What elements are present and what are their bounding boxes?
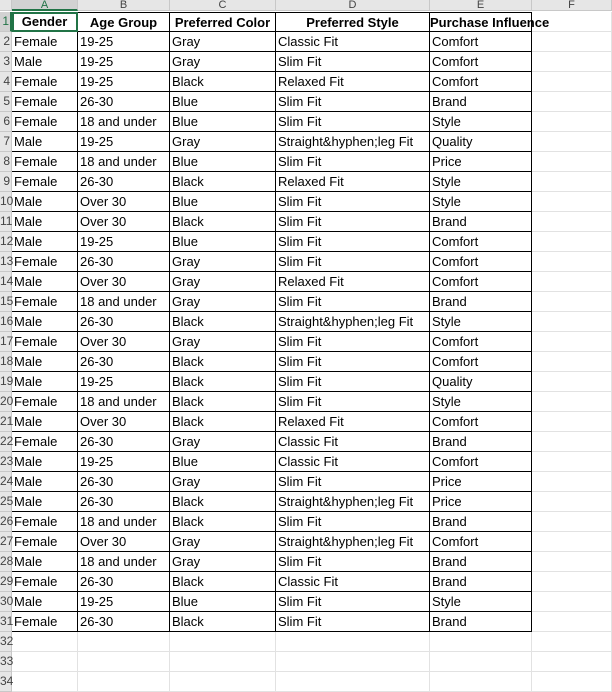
data-cell[interactable]: Style [430, 192, 532, 212]
data-cell[interactable]: 26-30 [78, 352, 170, 372]
empty-cell[interactable] [532, 672, 612, 692]
data-cell[interactable]: Male [12, 272, 78, 292]
empty-cell[interactable] [532, 72, 612, 92]
data-cell[interactable]: Relaxed Fit [276, 72, 430, 92]
data-cell[interactable]: 19-25 [78, 452, 170, 472]
row-header-16[interactable]: 16 [0, 312, 12, 332]
data-cell[interactable]: Comfort [430, 452, 532, 472]
select-all-corner[interactable] [0, 0, 12, 11]
cell-f1[interactable] [532, 12, 612, 32]
data-cell[interactable]: 26-30 [78, 92, 170, 112]
data-cell[interactable]: Female [12, 92, 78, 112]
data-cell[interactable]: Female [12, 152, 78, 172]
empty-cell[interactable] [532, 432, 612, 452]
empty-cell[interactable] [532, 132, 612, 152]
row-header-15[interactable]: 15 [0, 292, 12, 312]
empty-cell[interactable] [532, 152, 612, 172]
data-cell[interactable]: Slim Fit [276, 552, 430, 572]
header-cell-b[interactable]: Age Group [78, 12, 170, 32]
data-cell[interactable]: Male [12, 352, 78, 372]
data-cell[interactable]: Straight&hyphen;leg Fit [276, 312, 430, 332]
data-cell[interactable]: Gray [170, 252, 276, 272]
column-header-a[interactable]: A [12, 0, 78, 11]
data-cell[interactable]: Male [12, 552, 78, 572]
data-cell[interactable]: 26-30 [78, 252, 170, 272]
row-header-21[interactable]: 21 [0, 412, 12, 432]
data-cell[interactable]: Male [12, 592, 78, 612]
row-header-32[interactable]: 32 [0, 632, 12, 652]
data-cell[interactable]: Slim Fit [276, 92, 430, 112]
empty-cell[interactable] [532, 52, 612, 72]
column-header-e[interactable]: E [430, 0, 532, 11]
data-cell[interactable]: Gray [170, 132, 276, 152]
row-header-18[interactable]: 18 [0, 352, 12, 372]
data-cell[interactable]: Black [170, 212, 276, 232]
data-cell[interactable]: Slim Fit [276, 192, 430, 212]
row-header-34[interactable]: 34 [0, 672, 12, 692]
row-header-27[interactable]: 27 [0, 532, 12, 552]
data-cell[interactable]: Black [170, 492, 276, 512]
data-cell[interactable]: Female [12, 32, 78, 52]
empty-cell[interactable] [532, 312, 612, 332]
empty-cell[interactable] [532, 112, 612, 132]
row-header-1[interactable]: 1 [0, 12, 12, 32]
data-cell[interactable]: Female [12, 432, 78, 452]
header-cell-a[interactable]: Gender [12, 12, 78, 32]
header-cell-c[interactable]: Preferred Color [170, 12, 276, 32]
data-cell[interactable]: Style [430, 112, 532, 132]
data-cell[interactable]: Comfort [430, 352, 532, 372]
header-cell-d[interactable]: Preferred Style [276, 12, 430, 32]
empty-cell[interactable] [532, 232, 612, 252]
data-cell[interactable]: Female [12, 72, 78, 92]
data-cell[interactable]: 19-25 [78, 52, 170, 72]
data-cell[interactable]: Gray [170, 292, 276, 312]
data-cell[interactable]: 19-25 [78, 592, 170, 612]
data-cell[interactable]: Black [170, 612, 276, 632]
data-cell[interactable]: 26-30 [78, 172, 170, 192]
column-header-c[interactable]: C [170, 0, 276, 11]
data-cell[interactable]: Female [12, 572, 78, 592]
row-header-2[interactable]: 2 [0, 32, 12, 52]
empty-cell[interactable] [532, 272, 612, 292]
data-cell[interactable]: Female [12, 392, 78, 412]
row-header-9[interactable]: 9 [0, 172, 12, 192]
row-header-3[interactable]: 3 [0, 52, 12, 72]
data-cell[interactable]: Slim Fit [276, 372, 430, 392]
data-cell[interactable]: Black [170, 352, 276, 372]
row-header-5[interactable]: 5 [0, 92, 12, 112]
data-cell[interactable]: Style [430, 592, 532, 612]
data-cell[interactable]: Over 30 [78, 532, 170, 552]
data-cell[interactable]: Slim Fit [276, 612, 430, 632]
data-cell[interactable]: Gray [170, 332, 276, 352]
data-cell[interactable]: Blue [170, 452, 276, 472]
data-cell[interactable]: 18 and under [78, 152, 170, 172]
data-cell[interactable]: Comfort [430, 52, 532, 72]
empty-cell[interactable] [12, 632, 78, 652]
data-cell[interactable]: Male [12, 192, 78, 212]
empty-cell[interactable] [532, 452, 612, 472]
empty-cell[interactable] [170, 632, 276, 652]
row-header-24[interactable]: 24 [0, 472, 12, 492]
data-cell[interactable]: Female [12, 252, 78, 272]
data-cell[interactable]: Black [170, 172, 276, 192]
data-cell[interactable]: 26-30 [78, 612, 170, 632]
data-cell[interactable]: 18 and under [78, 552, 170, 572]
row-header-31[interactable]: 31 [0, 612, 12, 632]
empty-cell[interactable] [532, 192, 612, 212]
data-cell[interactable]: Brand [430, 212, 532, 232]
empty-cell[interactable] [430, 632, 532, 652]
data-cell[interactable]: Male [12, 372, 78, 392]
data-cell[interactable]: Comfort [430, 332, 532, 352]
data-cell[interactable]: Relaxed Fit [276, 412, 430, 432]
empty-cell[interactable] [430, 652, 532, 672]
data-cell[interactable]: Brand [430, 552, 532, 572]
data-cell[interactable]: Relaxed Fit [276, 172, 430, 192]
data-cell[interactable]: Slim Fit [276, 252, 430, 272]
row-header-33[interactable]: 33 [0, 652, 12, 672]
data-cell[interactable]: Style [430, 172, 532, 192]
data-cell[interactable]: Slim Fit [276, 472, 430, 492]
data-cell[interactable]: Classic Fit [276, 432, 430, 452]
data-cell[interactable]: 26-30 [78, 472, 170, 492]
empty-cell[interactable] [532, 572, 612, 592]
data-cell[interactable]: Brand [430, 572, 532, 592]
data-cell[interactable]: Gray [170, 32, 276, 52]
data-cell[interactable]: Slim Fit [276, 592, 430, 612]
empty-cell[interactable] [78, 672, 170, 692]
row-header-25[interactable]: 25 [0, 492, 12, 512]
data-cell[interactable]: Blue [170, 592, 276, 612]
data-cell[interactable]: Slim Fit [276, 232, 430, 252]
data-cell[interactable]: Gray [170, 532, 276, 552]
data-cell[interactable]: 18 and under [78, 112, 170, 132]
data-cell[interactable]: Style [430, 392, 532, 412]
data-cell[interactable]: Brand [430, 612, 532, 632]
data-cell[interactable]: Over 30 [78, 412, 170, 432]
data-cell[interactable]: Slim Fit [276, 352, 430, 372]
data-cell[interactable]: Slim Fit [276, 112, 430, 132]
data-cell[interactable]: Black [170, 392, 276, 412]
data-cell[interactable]: 19-25 [78, 32, 170, 52]
data-cell[interactable]: Comfort [430, 272, 532, 292]
data-cell[interactable]: Price [430, 472, 532, 492]
data-cell[interactable]: Quality [430, 132, 532, 152]
data-cell[interactable]: Blue [170, 92, 276, 112]
data-cell[interactable]: Male [12, 412, 78, 432]
data-cell[interactable]: Female [12, 292, 78, 312]
empty-cell[interactable] [532, 552, 612, 572]
data-cell[interactable]: Female [12, 172, 78, 192]
data-cell[interactable]: Brand [430, 92, 532, 112]
data-cell[interactable]: Comfort [430, 532, 532, 552]
row-header-4[interactable]: 4 [0, 72, 12, 92]
data-cell[interactable]: Comfort [430, 252, 532, 272]
data-cell[interactable]: Gray [170, 52, 276, 72]
empty-cell[interactable] [12, 672, 78, 692]
data-cell[interactable]: Male [12, 472, 78, 492]
row-header-10[interactable]: 10 [0, 192, 12, 212]
empty-cell[interactable] [532, 332, 612, 352]
data-cell[interactable]: Slim Fit [276, 212, 430, 232]
data-cell[interactable]: Over 30 [78, 192, 170, 212]
data-cell[interactable]: Price [430, 492, 532, 512]
data-cell[interactable]: Blue [170, 192, 276, 212]
data-cell[interactable]: Slim Fit [276, 292, 430, 312]
data-cell[interactable]: Female [12, 612, 78, 632]
data-cell[interactable]: Blue [170, 232, 276, 252]
data-cell[interactable]: 18 and under [78, 392, 170, 412]
data-cell[interactable]: Male [12, 452, 78, 472]
data-cell[interactable]: Classic Fit [276, 32, 430, 52]
data-cell[interactable]: Slim Fit [276, 512, 430, 532]
data-cell[interactable]: 26-30 [78, 572, 170, 592]
data-cell[interactable]: 19-25 [78, 232, 170, 252]
data-cell[interactable]: Comfort [430, 32, 532, 52]
row-header-26[interactable]: 26 [0, 512, 12, 532]
data-cell[interactable]: Female [12, 112, 78, 132]
row-header-22[interactable]: 22 [0, 432, 12, 452]
data-cell[interactable]: Over 30 [78, 332, 170, 352]
data-cell[interactable]: 19-25 [78, 372, 170, 392]
data-cell[interactable]: Blue [170, 152, 276, 172]
empty-cell[interactable] [78, 652, 170, 672]
data-cell[interactable]: 26-30 [78, 312, 170, 332]
column-header-f[interactable]: F [532, 0, 612, 11]
empty-cell[interactable] [532, 212, 612, 232]
empty-cell[interactable] [532, 612, 612, 632]
data-cell[interactable]: Slim Fit [276, 152, 430, 172]
data-cell[interactable]: Gray [170, 552, 276, 572]
data-cell[interactable]: 26-30 [78, 492, 170, 512]
data-cell[interactable]: Brand [430, 432, 532, 452]
empty-cell[interactable] [532, 352, 612, 372]
row-header-30[interactable]: 30 [0, 592, 12, 612]
empty-cell[interactable] [170, 652, 276, 672]
row-header-13[interactable]: 13 [0, 252, 12, 272]
data-cell[interactable]: Comfort [430, 412, 532, 432]
row-header-8[interactable]: 8 [0, 152, 12, 172]
data-cell[interactable]: Slim Fit [276, 392, 430, 412]
data-cell[interactable]: Brand [430, 512, 532, 532]
data-cell[interactable]: Female [12, 532, 78, 552]
row-header-14[interactable]: 14 [0, 272, 12, 292]
data-cell[interactable]: Black [170, 572, 276, 592]
data-cell[interactable]: Classic Fit [276, 572, 430, 592]
empty-cell[interactable] [170, 672, 276, 692]
data-cell[interactable]: Over 30 [78, 272, 170, 292]
row-header-19[interactable]: 19 [0, 372, 12, 392]
empty-cell[interactable] [532, 372, 612, 392]
data-cell[interactable]: Style [430, 312, 532, 332]
empty-cell[interactable] [532, 392, 612, 412]
empty-cell[interactable] [276, 632, 430, 652]
data-cell[interactable]: Gray [170, 472, 276, 492]
data-cell[interactable]: Black [170, 312, 276, 332]
empty-cell[interactable] [532, 32, 612, 52]
empty-cell[interactable] [532, 532, 612, 552]
row-header-23[interactable]: 23 [0, 452, 12, 472]
empty-cell[interactable] [532, 472, 612, 492]
row-header-17[interactable]: 17 [0, 332, 12, 352]
data-cell[interactable]: 18 and under [78, 292, 170, 312]
data-cell[interactable]: 19-25 [78, 72, 170, 92]
column-header-d[interactable]: D [276, 0, 430, 11]
empty-cell[interactable] [430, 672, 532, 692]
data-cell[interactable]: Black [170, 372, 276, 392]
data-cell[interactable]: Black [170, 412, 276, 432]
empty-cell[interactable] [532, 512, 612, 532]
empty-cell[interactable] [532, 592, 612, 612]
data-cell[interactable]: Blue [170, 112, 276, 132]
empty-cell[interactable] [532, 252, 612, 272]
data-cell[interactable]: Classic Fit [276, 452, 430, 472]
data-cell[interactable]: Male [12, 492, 78, 512]
data-cell[interactable]: Slim Fit [276, 332, 430, 352]
empty-cell[interactable] [276, 672, 430, 692]
empty-cell[interactable] [276, 652, 430, 672]
header-cell-e[interactable]: Purchase Influence [430, 12, 532, 32]
empty-cell[interactable] [532, 652, 612, 672]
row-header-20[interactable]: 20 [0, 392, 12, 412]
row-header-12[interactable]: 12 [0, 232, 12, 252]
data-cell[interactable]: Male [12, 52, 78, 72]
data-cell[interactable]: Black [170, 512, 276, 532]
data-cell[interactable]: Relaxed Fit [276, 272, 430, 292]
data-cell[interactable]: 26-30 [78, 432, 170, 452]
row-header-11[interactable]: 11 [0, 212, 12, 232]
data-cell[interactable]: Male [12, 132, 78, 152]
data-cell[interactable]: 19-25 [78, 132, 170, 152]
data-cell[interactable]: Slim Fit [276, 52, 430, 72]
data-cell[interactable]: Gray [170, 432, 276, 452]
data-cell[interactable]: Female [12, 332, 78, 352]
data-cell[interactable]: 18 and under [78, 512, 170, 532]
row-header-7[interactable]: 7 [0, 132, 12, 152]
empty-cell[interactable] [532, 632, 612, 652]
empty-cell[interactable] [532, 172, 612, 192]
data-cell[interactable]: Black [170, 72, 276, 92]
data-cell[interactable]: Female [12, 512, 78, 532]
data-cell[interactable]: Male [12, 312, 78, 332]
empty-cell[interactable] [532, 292, 612, 312]
row-header-28[interactable]: 28 [0, 552, 12, 572]
data-cell[interactable]: Comfort [430, 232, 532, 252]
column-header-b[interactable]: B [78, 0, 170, 11]
data-cell[interactable]: Straight&hyphen;leg Fit [276, 132, 430, 152]
empty-cell[interactable] [12, 652, 78, 672]
data-cell[interactable]: Male [12, 232, 78, 252]
empty-cell[interactable] [532, 92, 612, 112]
data-cell[interactable]: Quality [430, 372, 532, 392]
data-cell[interactable]: Comfort [430, 72, 532, 92]
data-cell[interactable]: Over 30 [78, 212, 170, 232]
row-header-6[interactable]: 6 [0, 112, 12, 132]
data-cell[interactable]: Straight&hyphen;leg Fit [276, 492, 430, 512]
empty-cell[interactable] [532, 412, 612, 432]
data-cell[interactable]: Brand [430, 292, 532, 312]
data-cell[interactable]: Male [12, 212, 78, 232]
data-cell[interactable]: Gray [170, 272, 276, 292]
data-cell[interactable]: Price [430, 152, 532, 172]
empty-cell[interactable] [532, 492, 612, 512]
empty-cell[interactable] [78, 632, 170, 652]
data-cell[interactable]: Straight&hyphen;leg Fit [276, 532, 430, 552]
row-header-29[interactable]: 29 [0, 572, 12, 592]
